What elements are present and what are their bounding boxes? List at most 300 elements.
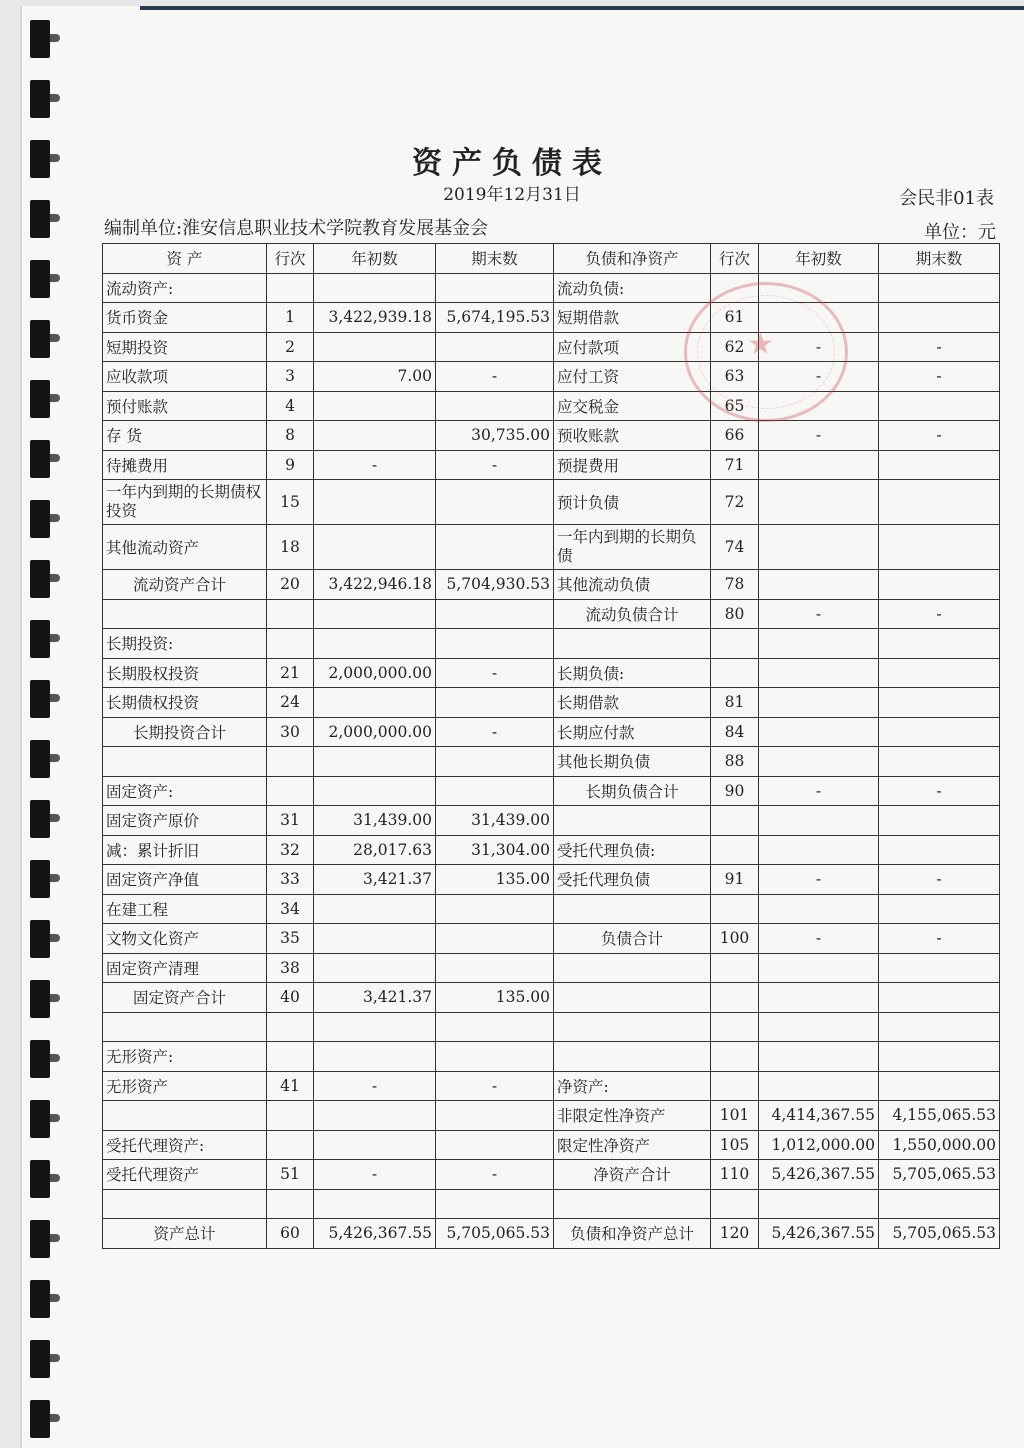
liability-begin-cell [759,983,879,1013]
liability-begin-cell [759,1071,879,1101]
asset-line-cell: 18 [267,525,314,570]
liability-name-cell: 一年内到期的长期负债 [554,525,711,570]
liability-name-cell: 受托代理负债 [554,865,711,895]
liability-line-cell [711,1012,759,1042]
asset-name-cell: 无形资产 [103,1071,267,1101]
liability-end-cell [879,717,1000,747]
table-row [103,1219,1000,1249]
table-row [103,747,1000,777]
liability-name-cell: 非限定性净资产 [554,1101,711,1131]
asset-name-cell: 资产总计 [103,1219,267,1249]
asset-name-cell: 无形资产: [103,1042,267,1072]
liability-line-cell: 105 [711,1130,759,1160]
liability-end-cell [879,1189,1000,1219]
asset-name-cell: 待摊费用 [103,450,267,480]
asset-begin-cell [314,480,436,525]
asset-begin-cell: 5,426,367.55 [314,1219,436,1249]
liability-end-cell [879,806,1000,836]
asset-name-cell [103,599,267,629]
header-asset-begin: 年初数 [314,244,436,274]
asset-line-cell [267,1012,314,1042]
asset-name-cell: 受托代理资产: [103,1130,267,1160]
asset-begin-cell [314,894,436,924]
table-row [103,865,1000,895]
liability-name-cell: 净资产合计 [554,1160,711,1190]
asset-begin-cell [314,332,436,362]
liability-line-cell: 65 [711,391,759,421]
liability-line-cell: 80 [711,599,759,629]
asset-end-cell [436,1101,554,1131]
liability-end-cell [879,450,1000,480]
asset-begin-cell [314,776,436,806]
liability-line-cell: 101 [711,1101,759,1131]
liability-line-cell [711,983,759,1013]
asset-line-cell: 8 [267,421,314,451]
official-seal [684,282,848,422]
liability-name-cell: 其他长期负债 [554,747,711,777]
asset-begin-cell [314,599,436,629]
asset-name-cell: 固定资产: [103,776,267,806]
asset-end-cell [436,1012,554,1042]
liability-line-cell: 61 [711,303,759,333]
table-row [103,983,1000,1013]
asset-begin-cell: - [314,1071,436,1101]
asset-line-cell: 51 [267,1160,314,1190]
liability-name-cell [554,953,711,983]
balance-sheet-table [102,243,1000,1249]
liability-end-cell: 4,155,065.53 [879,1101,1000,1131]
binder-ring [30,1100,50,1138]
liability-line-cell: 71 [711,450,759,480]
liability-name-cell [554,983,711,1013]
asset-line-cell [267,1101,314,1131]
asset-begin-cell: - [314,1160,436,1190]
asset-end-cell [436,776,554,806]
liability-name-cell: 长期借款 [554,688,711,718]
binder-ring [30,320,50,358]
table-row [103,688,1000,718]
liability-begin-cell: - [759,776,879,806]
liability-line-cell [711,894,759,924]
seal-star-icon: ★ [747,327,774,362]
liability-begin-cell: - [759,924,879,954]
liability-end-cell: - [879,599,1000,629]
table-row [103,629,1000,659]
asset-line-cell [267,599,314,629]
table-row [103,303,1000,333]
liability-name-cell: 流动负债合计 [554,599,711,629]
asset-begin-cell [314,1042,436,1072]
asset-name-cell: 短期投资 [103,332,267,362]
liability-name-cell: 长期应付款 [554,717,711,747]
asset-name-cell: 应收款项 [103,362,267,392]
asset-line-cell: 4 [267,391,314,421]
asset-end-cell: 5,704,930.53 [436,570,554,600]
liability-end-cell: - [879,362,1000,392]
liability-end-cell [879,480,1000,525]
liability-end-cell: - [879,776,1000,806]
table-row [103,332,1000,362]
asset-name-cell: 长期投资: [103,629,267,659]
asset-name-cell: 固定资产合计 [103,983,267,1013]
asset-begin-cell [314,1189,436,1219]
binder-ring [30,680,50,718]
asset-begin-cell [314,421,436,451]
asset-end-cell [436,525,554,570]
asset-line-cell: 1 [267,303,314,333]
binder-ring [30,1040,50,1078]
liability-begin-cell: 1,012,000.00 [759,1130,879,1160]
liability-name-cell [554,1189,711,1219]
liability-name-cell [554,629,711,659]
asset-end-cell: 135.00 [436,983,554,1013]
liability-begin-cell [759,658,879,688]
asset-line-cell: 60 [267,1219,314,1249]
liability-end-cell [879,1012,1000,1042]
asset-line-cell: 33 [267,865,314,895]
asset-begin-cell: 3,421.37 [314,983,436,1013]
asset-begin-cell [314,953,436,983]
asset-end-cell: - [436,362,554,392]
table-row [103,599,1000,629]
liability-line-cell: 72 [711,480,759,525]
table-row [103,717,1000,747]
table-row [103,450,1000,480]
liability-begin-cell: - [759,332,879,362]
liability-name-cell: 预提费用 [554,450,711,480]
table-row [103,776,1000,806]
asset-end-cell [436,599,554,629]
liability-line-cell: 110 [711,1160,759,1190]
header-liability-name: 负债和净资产 [554,244,711,274]
liability-line-cell [711,658,759,688]
asset-line-cell: 30 [267,717,314,747]
asset-begin-cell: 2,000,000.00 [314,658,436,688]
liability-end-cell: 5,705,065.53 [879,1160,1000,1190]
table-row [103,1012,1000,1042]
asset-name-cell: 货币资金 [103,303,267,333]
asset-begin-cell [314,747,436,777]
liability-line-cell [711,1071,759,1101]
liability-begin-cell: 4,414,367.55 [759,1101,879,1131]
asset-name-cell: 固定资产原价 [103,806,267,836]
table-row [103,924,1000,954]
asset-begin-cell [314,629,436,659]
liability-end-cell [879,1042,1000,1072]
binder-ring [30,1220,50,1258]
header-liability-begin: 年初数 [759,244,879,274]
asset-end-cell [436,480,554,525]
liability-begin-cell [759,1189,879,1219]
asset-line-cell [267,1189,314,1219]
asset-end-cell [436,1042,554,1072]
asset-begin-cell [314,273,436,303]
asset-end-cell [436,747,554,777]
liability-end-cell [879,983,1000,1013]
asset-name-cell: 在建工程 [103,894,267,924]
asset-end-cell [436,391,554,421]
liability-end-cell [879,747,1000,777]
asset-begin-cell [314,688,436,718]
table-row [103,480,1000,525]
liability-end-cell: - [879,865,1000,895]
asset-end-cell [436,894,554,924]
liability-name-cell [554,1012,711,1042]
liability-end-cell: - [879,421,1000,451]
header-asset-line: 行次 [267,244,314,274]
table-row [103,1160,1000,1190]
asset-name-cell: 固定资产清理 [103,953,267,983]
asset-begin-cell [314,391,436,421]
liability-end-cell [879,570,1000,600]
asset-name-cell: 长期股权投资 [103,658,267,688]
asset-end-cell: - [436,658,554,688]
asset-line-cell: 31 [267,806,314,836]
table-row [103,362,1000,392]
liability-line-cell: 62 [711,332,759,362]
liability-begin-cell [759,953,879,983]
asset-end-cell: 135.00 [436,865,554,895]
liability-begin-cell [759,835,879,865]
asset-begin-cell [314,1101,436,1131]
binder-ring [30,920,50,958]
liability-end-cell [879,629,1000,659]
table-header-row [103,244,1000,274]
currency-unit: 单位：元 [924,222,996,243]
liability-line-cell [711,629,759,659]
asset-end-cell: 5,674,195.53 [436,303,554,333]
binder-ring [30,20,50,58]
table-row [103,1130,1000,1160]
liability-begin-cell [759,717,879,747]
asset-end-cell [436,273,554,303]
liability-line-cell: 84 [711,717,759,747]
liability-line-cell [711,806,759,836]
liability-name-cell: 负债和净资产总计 [554,1219,711,1249]
asset-line-cell: 34 [267,894,314,924]
asset-name-cell: 固定资产净值 [103,865,267,895]
liability-name-cell: 其他流动负债 [554,570,711,600]
binder-ring [30,740,50,778]
asset-line-cell: 38 [267,953,314,983]
liability-name-cell: 应付款项 [554,332,711,362]
asset-name-cell: 减：累计折旧 [103,835,267,865]
table-row [103,894,1000,924]
liability-line-cell [711,953,759,983]
table-row [103,658,1000,688]
liability-name-cell: 限定性净资产 [554,1130,711,1160]
binder-ring [30,560,50,598]
asset-begin-cell [314,1130,436,1160]
binder-ring [30,440,50,478]
liability-end-cell [879,658,1000,688]
asset-line-cell: 40 [267,983,314,1013]
liability-end-cell: - [879,332,1000,362]
form-number: 会民非01表 [899,188,994,209]
liability-line-cell [711,1042,759,1072]
table-row [103,806,1000,836]
liability-name-cell: 应付工资 [554,362,711,392]
binder-ring [30,1280,50,1318]
asset-end-cell [436,1189,554,1219]
liability-line-cell [711,835,759,865]
liability-begin-cell [759,450,879,480]
liability-line-cell: 74 [711,525,759,570]
asset-name-cell: 流动资产合计 [103,570,267,600]
liability-begin-cell: 5,426,367.55 [759,1219,879,1249]
table-row [103,835,1000,865]
liability-line-cell: 90 [711,776,759,806]
liability-begin-cell [759,894,879,924]
header-asset-name: 资 产 [103,244,267,274]
table-row [103,1071,1000,1101]
liability-end-cell [879,525,1000,570]
liability-end-cell: - [879,924,1000,954]
asset-line-cell: 21 [267,658,314,688]
report-title: 资产负债表 [412,146,612,181]
asset-name-cell [103,1189,267,1219]
asset-line-cell [267,1130,314,1160]
asset-begin-cell: 3,421.37 [314,865,436,895]
asset-name-cell: 其他流动资产 [103,525,267,570]
asset-line-cell [267,273,314,303]
asset-line-cell: 15 [267,480,314,525]
asset-end-cell: 30,735.00 [436,421,554,451]
binder-ring [30,620,50,658]
asset-end-cell: - [436,717,554,747]
table-row [103,953,1000,983]
binder-ring [30,200,50,238]
top-edge [140,6,1024,10]
asset-name-cell: 一年内到期的长期债权投资 [103,480,267,525]
table-row [103,391,1000,421]
asset-name-cell: 长期投资合计 [103,717,267,747]
asset-line-cell: 20 [267,570,314,600]
asset-name-cell: 文物文化资产 [103,924,267,954]
asset-end-cell [436,953,554,983]
asset-begin-cell: 28,017.63 [314,835,436,865]
asset-begin-cell: 3,422,939.18 [314,303,436,333]
asset-line-cell [267,776,314,806]
binder-ring [30,800,50,838]
asset-name-cell [103,747,267,777]
liability-line-cell [711,1189,759,1219]
liability-line-cell: 66 [711,421,759,451]
liability-end-cell [879,391,1000,421]
asset-begin-cell: 3,422,946.18 [314,570,436,600]
header-asset-end: 期末数 [436,244,554,274]
liability-begin-cell [759,629,879,659]
liability-name-cell: 长期负债: [554,658,711,688]
liability-begin-cell: 5,426,367.55 [759,1160,879,1190]
header-liability-end: 期末数 [879,244,1000,274]
liability-end-cell [879,273,1000,303]
table-row [103,525,1000,570]
liability-name-cell: 净资产: [554,1071,711,1101]
asset-end-cell [436,924,554,954]
asset-end-cell [436,332,554,362]
liability-line-cell: 63 [711,362,759,392]
binder-ring [30,980,50,1018]
liability-begin-cell: - [759,362,879,392]
liability-name-cell: 负债合计 [554,924,711,954]
binder-ring [30,260,50,298]
preparing-organization: 编制单位:淮安信息职业技术学院教育发展基金会 [104,218,489,239]
liability-line-cell: 100 [711,924,759,954]
binder-ring [30,1160,50,1198]
asset-end-cell: 5,705,065.53 [436,1219,554,1249]
asset-end-cell: - [436,450,554,480]
liability-begin-cell: - [759,865,879,895]
liability-line-cell: 88 [711,747,759,777]
binder-ring [30,1400,50,1438]
asset-end-cell: 31,304.00 [436,835,554,865]
liability-begin-cell: - [759,421,879,451]
liability-begin-cell [759,688,879,718]
table-row [103,421,1000,451]
liability-name-cell: 受托代理负债: [554,835,711,865]
asset-begin-cell: - [314,450,436,480]
liability-name-cell: 短期借款 [554,303,711,333]
liability-end-cell [879,688,1000,718]
binder-ring [30,500,50,538]
asset-line-cell: 24 [267,688,314,718]
table-row [103,1189,1000,1219]
liability-name-cell: 应交税金 [554,391,711,421]
liability-end-cell: 5,705,065.53 [879,1219,1000,1249]
binder-ring [30,1340,50,1378]
asset-begin-cell [314,924,436,954]
asset-begin-cell: 7.00 [314,362,436,392]
liability-name-cell [554,894,711,924]
asset-begin-cell: 31,439.00 [314,806,436,836]
asset-line-cell: 3 [267,362,314,392]
liability-begin-cell [759,1042,879,1072]
asset-begin-cell [314,525,436,570]
liability-name-cell [554,1042,711,1072]
table-row [103,1042,1000,1072]
liability-name-cell: 流动负债: [554,273,711,303]
asset-line-cell: 35 [267,924,314,954]
liability-end-cell [879,1071,1000,1101]
asset-begin-cell [314,1012,436,1042]
asset-end-cell: - [436,1071,554,1101]
liability-line-cell: 120 [711,1219,759,1249]
liability-end-cell [879,894,1000,924]
binder-ring [30,80,50,118]
liability-line-cell: 81 [711,688,759,718]
asset-begin-cell: 2,000,000.00 [314,717,436,747]
asset-name-cell: 存 货 [103,421,267,451]
asset-name-cell: 受托代理资产 [103,1160,267,1190]
report-date: 2019年12月31日 [443,185,581,205]
liability-begin-cell [759,525,879,570]
table-row [103,273,1000,303]
liability-end-cell: 1,550,000.00 [879,1130,1000,1160]
asset-name-cell [103,1012,267,1042]
liability-line-cell: 91 [711,865,759,895]
binder-ring [30,380,50,418]
asset-end-cell [436,629,554,659]
liability-name-cell: 预计负债 [554,480,711,525]
asset-name-cell: 长期债权投资 [103,688,267,718]
asset-name-cell [103,1101,267,1131]
liability-end-cell [879,835,1000,865]
liability-begin-cell [759,1012,879,1042]
liability-begin-cell [759,480,879,525]
asset-name-cell: 预付账款 [103,391,267,421]
asset-end-cell: 31,439.00 [436,806,554,836]
